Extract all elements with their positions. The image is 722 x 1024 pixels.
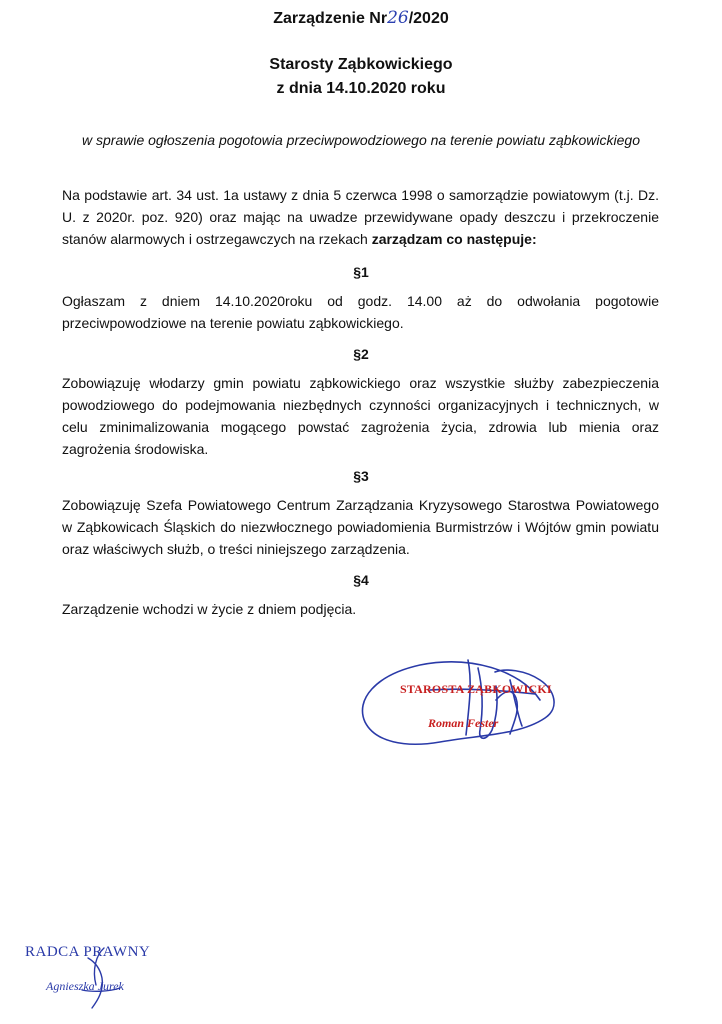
section-text-2: Zobowiązuję włodarzy gmin powiatu ząbkowickiego oraz wszystkie służby zabezpieczenia powodziowego do podejmowania niezbędnych czynności organizacyjnych i technicznych, w celu zminimalizowania mogącego powstać zagrożenia życia, zdrowia lub mienia oraz zagrożenia środowiska. [62,375,659,457]
title-number: 26 [387,8,409,28]
legal-counsel-stamp-name: Agnieszka Jurek [46,979,124,993]
section-text-4: Zarządzenie wchodzi w życie z dniem podjęcia. [62,601,357,617]
section-mark-1: §1 [353,264,369,280]
preamble-bold-text: zarządzam co następuje: [371,231,537,247]
subject-line: w sprawie ogłoszenia pogotowia przeciwpowodziowego na terenie powiatu ząbkowickiego [82,132,640,148]
document-title [0,7,722,30]
signature-stamp-title: STAROSTA ZĄBKOWICKI [400,682,552,696]
signature-stamp-name: Roman Fester [428,716,499,730]
issuer-heading: Starosty Ząbkowickiego [269,56,453,73]
preamble-text: Na podstawie art. 34 ust. 1a ustawy z dnia 5 czerwca 1998 o samorządzie powiatowym (t.j. Dz. U. z 2020r. poz. 920) oraz mając na uwadze przewidywane opady deszczu i przekroczenie stanów alarmowych i ostrzegawczych na rzekach [62,187,659,247]
title-prefix: Zarządzenie Nr [273,10,388,27]
date-heading: z dnia 14.10.2020 roku [276,80,446,97]
section-mark-3: §3 [353,468,369,484]
section-mark-4: §4 [353,572,369,588]
section-mark-2: §2 [353,346,369,362]
legal-counsel-stamp-title: RADCA PRAWNY [25,944,151,960]
section-text-3: Zobowiązuję Szefa Powiatowego Centrum Zarządzania Kryzysowego Starostwa Powiatowego w Ząbkowicach Śląskich do niezwłocznego powiadomienia Burmistrzów i Wójtów gmin powiatu oraz właściwych służb, o treści niniejszego zarządzenia. [62,497,659,557]
preamble-paragraph [62,184,659,250]
title-suffix: /2020 [408,10,449,27]
section-text-1: Ogłaszam z dniem 14.10.2020roku od godz. 14.00 aż do odwołania pogotowie przeciwpowodziowe na terenie powiatu ząbkowickiego. [62,293,659,331]
